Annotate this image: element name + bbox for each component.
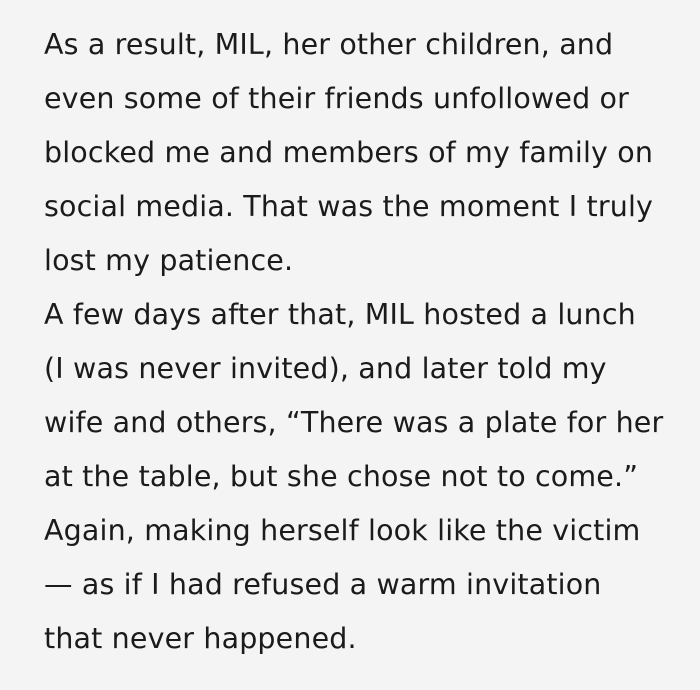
text-line: lost my patience. bbox=[44, 244, 294, 277]
text-line: A few days after that, MIL hosted a lunch bbox=[44, 298, 636, 331]
story-text bbox=[44, 18, 684, 666]
text-line: social media. That was the moment I truly bbox=[44, 190, 654, 223]
text-line: (I was never invited), and later told my bbox=[44, 352, 607, 385]
text-line: Again, making herself look like the victim bbox=[44, 514, 641, 547]
text-line: wife and others, “There was a plate for her bbox=[44, 406, 664, 439]
text-line: that never happened. bbox=[44, 622, 357, 655]
text-line: even some of their friends unfollowed or bbox=[44, 82, 629, 115]
text-line: blocked me and members of my family on bbox=[44, 136, 654, 169]
text-line: — as if I had refused a warm invitation bbox=[44, 568, 602, 601]
text-line: As a result, MIL, her other children, and bbox=[44, 28, 614, 61]
text-line: at the table, but she chose not to come.” bbox=[44, 460, 639, 493]
